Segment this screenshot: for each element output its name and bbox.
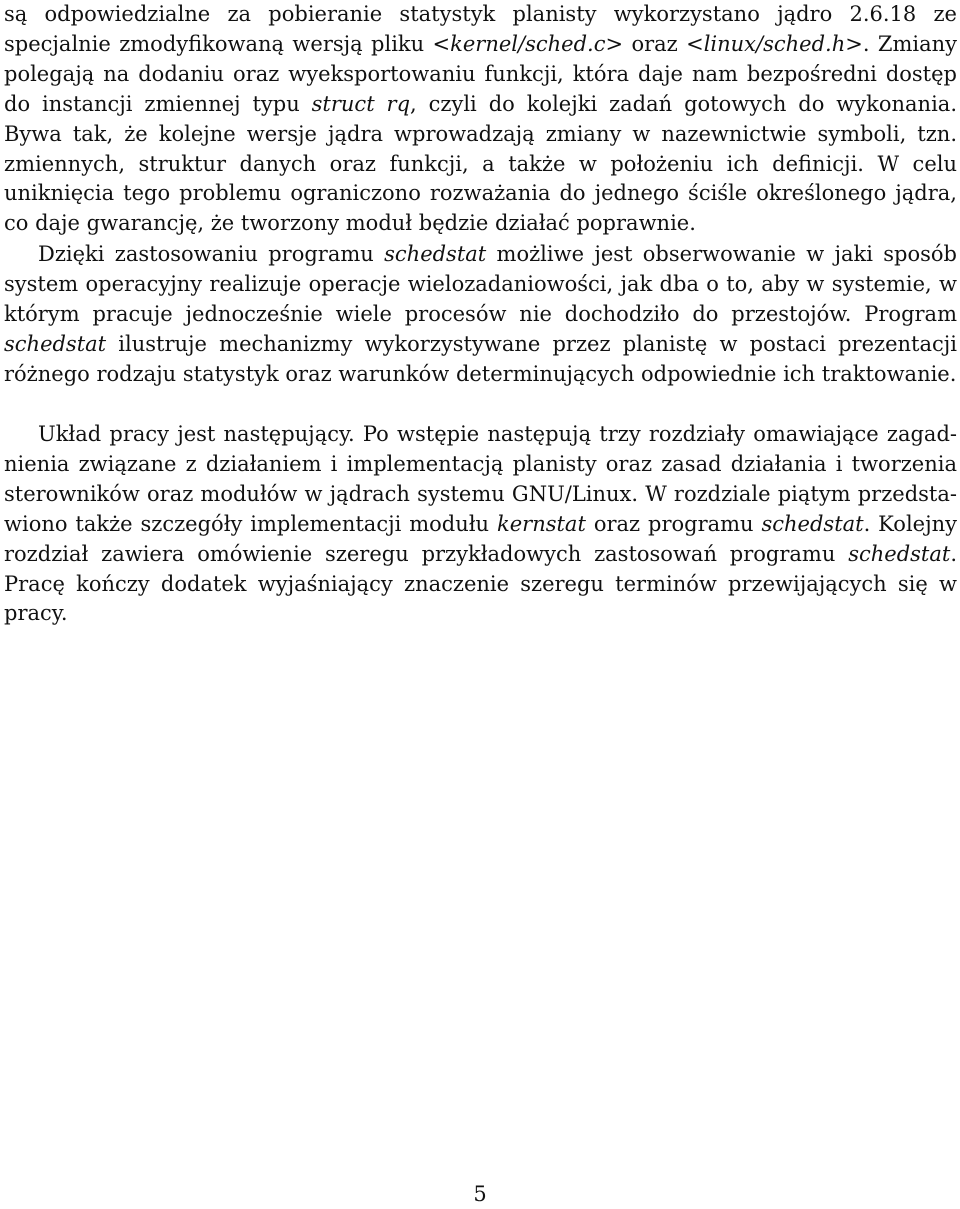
text-segment: oraz programu <box>585 511 762 536</box>
struct-rq-term: struct rq <box>311 91 411 116</box>
paragraph-kernel-version <box>4 0 957 239</box>
page-number: 5 <box>473 1182 487 1206</box>
text-segment: . Kolejny rozdział zawiera omówienie szeregu przykładowych zastosowań programu <box>4 511 957 566</box>
file-path-linux-sched-h: linux/sched.h <box>703 31 846 56</box>
paragraph-work-layout <box>4 420 957 629</box>
program-name-schedstat: schedstat <box>384 242 487 266</box>
module-name-kernstat: kernstat <box>497 511 586 536</box>
text-segment: . Pracę kończy dodatek wyjaśniający znaczenie szeregu terminów przewijających się w pracy. <box>4 541 957 626</box>
text-segment: , czyli do kolejki zadań gotowych do wykonania. Bywa tak, że kolejne wersje jądra wprowadzają zmiany w nazewnictwie symboli, tzn. zmiennych, struktur danych oraz funkcji, a także w położeniu ich definicji. W celu uniknięcia tego problemu ograniczono rozważania do jednego ściśle określonego jądra, co daje gwarancję, że tworzony moduł będzie działać poprawnie. <box>4 91 957 236</box>
text-segment: > oraz < <box>605 31 704 56</box>
text-segment: Dzięki zastosowaniu programu <box>38 242 385 266</box>
program-name-schedstat: schedstat <box>4 331 107 356</box>
program-name-schedstat: schedstat <box>848 541 951 566</box>
paragraph-schedstat-program <box>4 240 957 390</box>
text-segment: ilustruje mechanizmy wykorzystywane przez planistę w postaci prezentacji różnego rodzaju statystyk oraz warunków determinujących odpowiednie ich traktowanie. <box>4 331 957 386</box>
text-segment: >. Zmiany polegają na dodaniu oraz wyeksportowaniu funkcji, która daje nam bezpośredni dostęp do instancji zmiennej typu <box>4 31 958 116</box>
program-name-schedstat: schedstat <box>761 511 864 536</box>
file-path-kernel-sched-c: kernel/sched.c <box>450 31 606 56</box>
text-segment: są odpowiedzialne za pobieranie statystyk planisty wykorzystano jądro 2.6.18 ze specjalnie zmodyfikowaną wersją pliku < <box>4 2 957 56</box>
text-segment: Układ pracy jest następujący. Po wstępie następują trzy rozdziały omawiające zagadnienia związane z działaniem i implementacją planisty oraz zasad działania i tworzenia sterowników oraz modułów w jądrach systemu GNU/Linux. W rozdziale piątym przedstawiono także szczegóły implementacji modułu <box>4 422 957 536</box>
text-segment: możliwe jest obserwowanie w jaki sposób system operacyjny realizuje operacje wielozadaniowości, jak dba o to, aby w systemie, w którym pracuje jednocześnie wiele procesów nie dochodziło do przestojów. Program <box>4 242 958 326</box>
